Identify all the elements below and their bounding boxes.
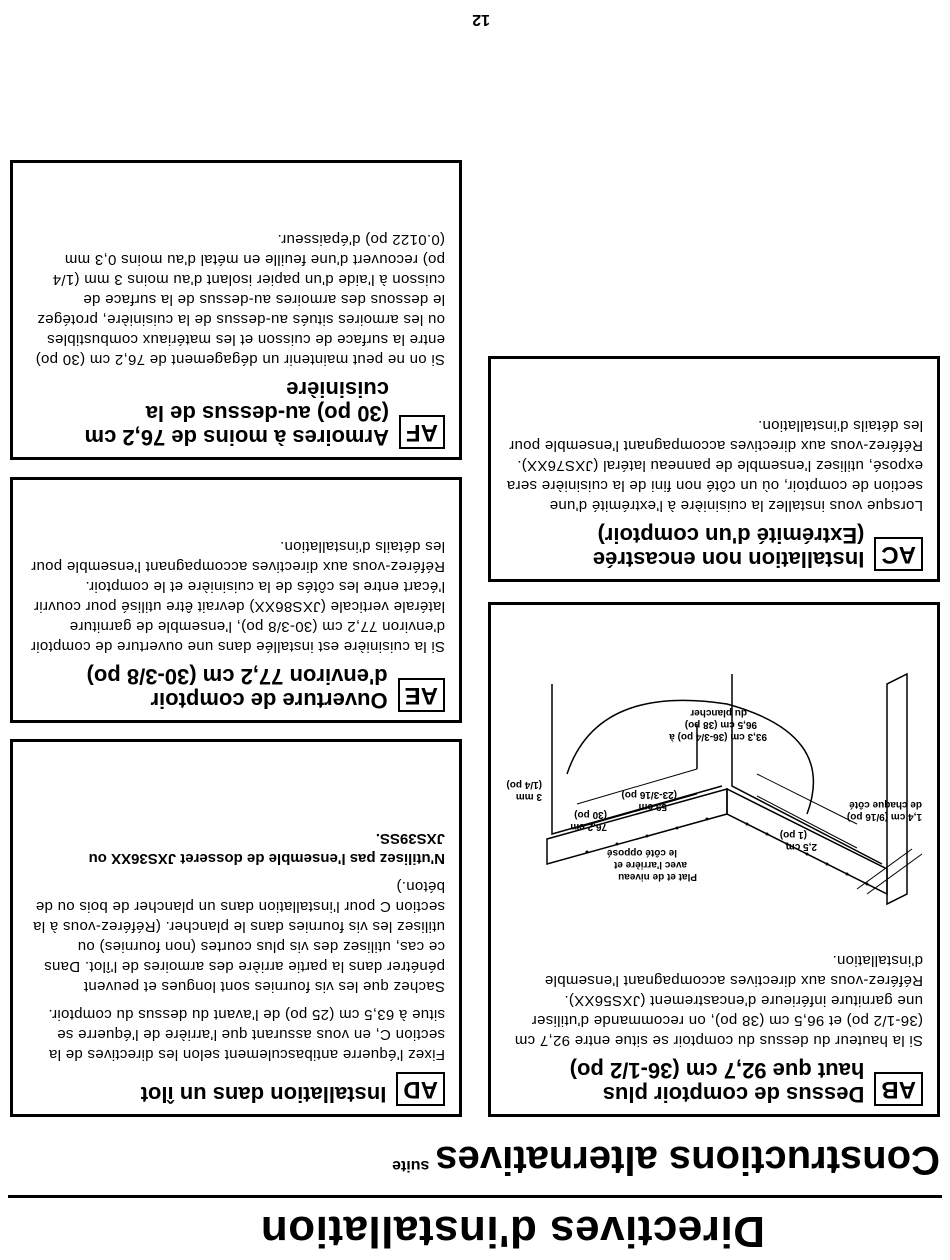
label-933c: du plancher (690, 707, 747, 718)
box-ac-code: AC (874, 537, 923, 571)
label-23: (23-3/16 po) (621, 789, 677, 800)
label-25: 2,5 cm (785, 841, 817, 852)
box-ac (488, 356, 940, 582)
box-ad-title: Installation dans un îlot (140, 1082, 387, 1107)
cabinet-lines (577, 769, 857, 848)
box-ae-title-line1: Ouverture de comptoir (150, 688, 388, 713)
page-number: 12 (472, 11, 490, 28)
label-933b: 96,5 cm (38 po) (684, 719, 757, 730)
box-ad (10, 739, 462, 1117)
box-af (10, 160, 462, 460)
box-ad-paragraph2: Sachez que les vis fournies sont longues et peuvent pénétrer dans la partie arrière des armoires de l'îlot. Dans ce cas, utilisez des vis plus courtes (non fournies) ou utilisez les vis fournies dans le plancher. (Référez-vous à la section C pour l'installation dans un plancher de bois ou de béton.) (32, 878, 445, 995)
box-ad-code: AD (396, 1072, 445, 1106)
box-ae (10, 477, 462, 723)
label-level-3: le côté opposé (606, 847, 677, 858)
label-level-2: avec l'arrière et (614, 859, 687, 870)
left-wall (887, 674, 907, 904)
box-ab-paragraph: Si la hauteur du dessus du comptoir se situe entre 92,7 cm (36-1/2 po) et 96,5 cm (38 po), on recommande d'utiliser une garniture inférieure d'encastrement (JXS56XX). Référez-vous aux directives accompagnant l'ensemble d'installation. (514, 952, 923, 1049)
label-14b: de chaque côté (849, 799, 922, 810)
section-title-text: Constructions alternatives (435, 1138, 940, 1182)
box-ab-code: AB (874, 1072, 923, 1106)
box-ac-title-line2: (Extrémité d'un comptoir) (597, 523, 865, 548)
box-af-code: AF (399, 415, 445, 449)
box-ae-heading (27, 664, 445, 712)
box-ad-paragraph1: Fixez l'équerre antibasculement selon les directives de la section C, en vous assurant que l'arrière de l'équerre se situe à 63,5 cm (25 po) de l'avant du dessus du comptoir. (48, 1006, 445, 1063)
box-af-title-line3: cuisinière (286, 377, 389, 402)
countertop-diagram (497, 634, 927, 934)
box-ab (488, 602, 940, 1117)
label-level-1: Plat et de niveau (618, 871, 697, 882)
box-af-paragraph: Si on ne peut maintenir un dégagement de 76,2 cm (30 po) entre la surface de cuisson et les matériaux combustibles ou les armoires situés au-dessus de la cuisinière, protégez le dessous des armoires au-dessus de la surface de cuisson à l'aide d'un papier isolant d'au moins 3 mm (1/4 po) recouvert d'une feuille en métal d'au moins 0,3 mm (0.0122 po) d'épaisseur. (35, 231, 445, 368)
box-ab-title-line2: haut que 92,7 cm (36-1/2 po) (569, 1058, 865, 1083)
label-59: 59 cm (638, 801, 667, 812)
label-933a: 93,3 cm (36-3/4 po) à (669, 731, 767, 742)
label-1po: (1 po) (779, 829, 807, 840)
box-ae-title (87, 664, 388, 712)
box-af-title-line1: Armoires à moins de 76,2 cm (84, 425, 389, 450)
section-suffix: suite (392, 1157, 430, 1175)
label-3mm: 3 mm (515, 791, 542, 802)
box-ad-warning: N'utilisez pas l'ensemble de dosseret JXS36XX ou JXS39SS. (88, 830, 445, 867)
box-af-heading (27, 377, 445, 449)
box-ae-title-line2: d'environ 77,2 cm (30-3/8 po) (86, 664, 388, 689)
box-ab-title (570, 1058, 865, 1106)
box-ab-title-line1: Dessus de comptoir plus (602, 1082, 865, 1107)
title-rule (8, 1195, 942, 1198)
box-ac-heading (505, 523, 923, 571)
label-14po: (1/4 po) (506, 779, 542, 790)
label-14a: 1,4 cm (9/16 po) (846, 811, 922, 822)
section-title (392, 1137, 940, 1182)
page-title: Directives d'installation (260, 1207, 765, 1256)
box-ac-paragraph: Lorsque vous installez la cuisinière à l'extrémité d'une section de comptoir, où un côté non fini de la cuisinière sera exposé, utilisez l'ensemble de panneau latéral (JXS76XX). Référez-vous aux directives accompagnant l'ensemble pour les détails d'installation. (506, 417, 923, 514)
box-ad-heading (27, 1072, 445, 1106)
box-af-title-line2: (30 po) au-dessus de la (145, 401, 389, 426)
box-ac-title-line1: Installation non encastrée (592, 547, 865, 572)
box-ae-paragraph: Si la cuisinière est installée dans une ouverture de comptoir d'environ 77,2 cm (30-3/8 po), l'ensemble de garniture latérale verticale (JXS86XX) devrait être utilisé pour couvrir l'écart entre les côtés de la cuisinière et le comptoir. Référez-vous aux directives accompagnant l'ensemble pour les détails d'installation. (30, 538, 445, 655)
box-af-title (85, 377, 389, 449)
box-ae-code: AE (398, 678, 445, 712)
label-76: 76,2 cm (570, 821, 607, 832)
box-ab-heading (505, 1058, 923, 1106)
box-ac-title (593, 523, 864, 571)
label-30: (30 po) (574, 809, 607, 820)
